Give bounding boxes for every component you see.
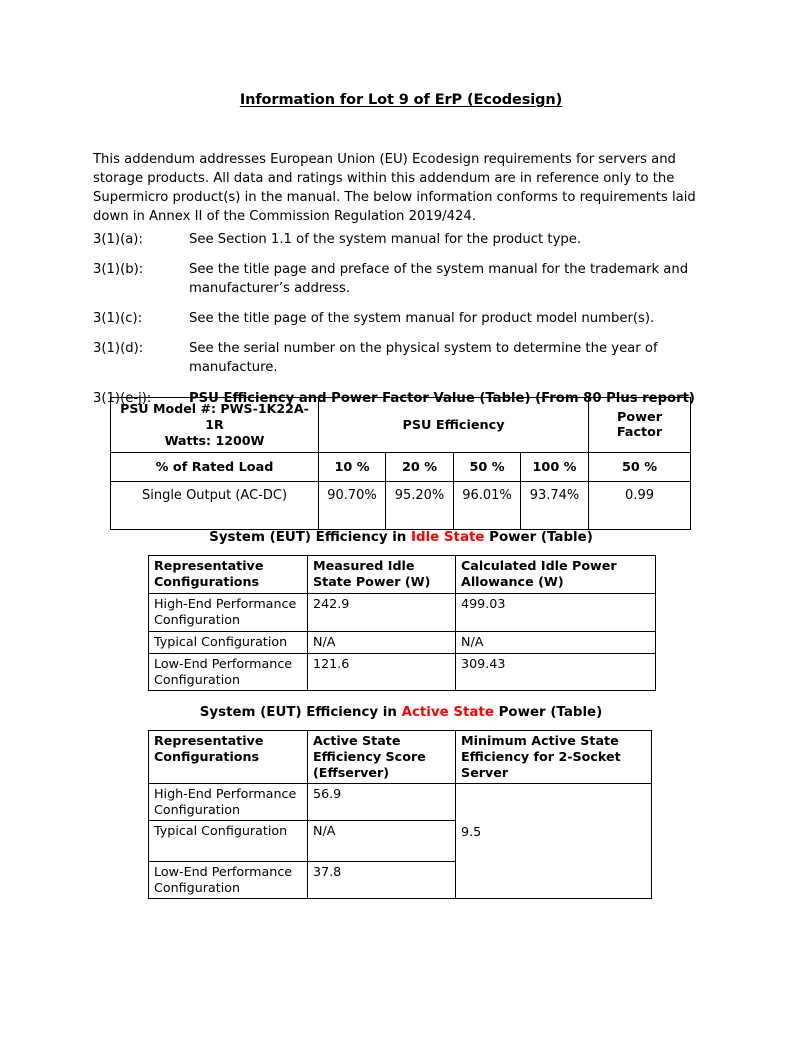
psu-efficiency-table bbox=[110, 397, 691, 530]
table-row bbox=[111, 453, 691, 482]
idle-config-low-end: Low-End Performance Configuration bbox=[149, 654, 308, 691]
table-row bbox=[149, 632, 656, 654]
active-config-high-end: High-End Performance Configuration bbox=[149, 784, 308, 821]
table-row bbox=[111, 398, 691, 453]
active-config-low-end: Low-End Performance Configuration bbox=[149, 862, 308, 899]
clause-item bbox=[93, 260, 707, 298]
clause-key: 3(1)(b): bbox=[93, 262, 144, 278]
clause-text: See the title page and preface of the system manual for the trademark and manufacturer’s address. bbox=[189, 262, 689, 297]
active-state-table-wrapper bbox=[148, 730, 652, 899]
active-header-score: Active State Efficiency Score (Effserver) bbox=[308, 731, 456, 784]
intro-paragraph: This addendum addresses European Union (EU) Ecodesign requirements for servers and storage products. All data and ratings within this addendum are in reference only to the Supermicro product(s) in the manual. The below information conforms to requirements laid down in Annex II of the Commission Regulation 2019/424. bbox=[93, 152, 696, 225]
clause-item bbox=[93, 339, 707, 377]
idle-measured-high-end: 242.9 bbox=[308, 594, 456, 632]
psu-model-label: PSU Model #: PWS-1K22A-1R bbox=[120, 401, 309, 432]
clause-key: 3(1)(e-j): bbox=[93, 390, 152, 406]
idle-measured-low-end: 121.6 bbox=[308, 654, 456, 691]
psu-efficiency-table-wrapper bbox=[110, 397, 691, 530]
idle-heading-highlight: Idle State bbox=[411, 530, 485, 545]
idle-heading-pre: System (EUT) Efficiency in bbox=[209, 530, 412, 545]
active-heading-post: Power (Table) bbox=[493, 705, 603, 720]
idle-header-measured: Measured Idle State Power (W) bbox=[308, 556, 456, 594]
table-header-row bbox=[149, 731, 652, 784]
efficiency-value-20: 95.20% bbox=[386, 482, 454, 530]
active-score-high-end: 56.9 bbox=[308, 784, 456, 821]
active-score-typical: N/A bbox=[308, 821, 456, 862]
table-row bbox=[149, 594, 656, 632]
active-header-config: Representative Configurations bbox=[149, 731, 308, 784]
active-heading-highlight: Active State bbox=[401, 705, 494, 720]
power-factor-header: Power Factor bbox=[589, 398, 691, 453]
efficiency-value-10: 90.70% bbox=[319, 482, 386, 530]
efficiency-value-50: 96.01% bbox=[454, 482, 521, 530]
clause-key: 3(1)(c): bbox=[93, 311, 143, 327]
idle-allowance-typical: N/A bbox=[456, 632, 656, 654]
idle-config-typical: Typical Configuration bbox=[149, 632, 308, 654]
psu-watts-label: Watts: 1200W bbox=[164, 433, 265, 448]
rated-load-label: % of Rated Load bbox=[111, 453, 319, 482]
active-minimum-value: 9.5 bbox=[456, 784, 652, 899]
idle-state-table bbox=[148, 555, 656, 691]
idle-allowance-low-end: 309.43 bbox=[456, 654, 656, 691]
page-title-text: Information for Lot 9 of ErP (Ecodesign) bbox=[239, 92, 563, 108]
idle-config-high-end: High-End Performance Configuration bbox=[149, 594, 308, 632]
efficiency-value-100: 93.74% bbox=[521, 482, 589, 530]
table-row bbox=[149, 654, 656, 691]
idle-header-config: Representative Configurations bbox=[149, 556, 308, 594]
idle-heading-post: Power (Table) bbox=[484, 530, 593, 545]
active-header-minimum: Minimum Active State Efficiency for 2-Socket Server bbox=[456, 731, 652, 784]
active-state-heading bbox=[0, 705, 802, 720]
clause-list bbox=[93, 230, 707, 419]
clause-item bbox=[93, 309, 707, 328]
active-heading-pre: System (EUT) Efficiency in bbox=[199, 705, 402, 720]
idle-state-heading bbox=[0, 530, 802, 545]
psu-model-cell bbox=[111, 398, 319, 453]
table-row bbox=[111, 482, 691, 530]
clause-text: See Section 1.1 of the system manual for the product type. bbox=[189, 232, 582, 247]
active-config-typical: Typical Configuration bbox=[149, 821, 308, 862]
clause-key: 3(1)(d): bbox=[93, 341, 144, 357]
table-row bbox=[149, 784, 652, 821]
load-point-10: 10 % bbox=[319, 453, 386, 482]
psu-efficiency-header: PSU Efficiency bbox=[319, 398, 589, 453]
psu-row-label: Single Output (AC-DC) bbox=[111, 482, 319, 530]
load-point-20: 20 % bbox=[386, 453, 454, 482]
active-state-table bbox=[148, 730, 652, 899]
clause-item bbox=[93, 230, 707, 249]
active-score-low-end: 37.8 bbox=[308, 862, 456, 899]
load-point-100: 100 % bbox=[521, 453, 589, 482]
power-factor-load: 50 % bbox=[589, 453, 691, 482]
idle-header-allowance: Calculated Idle Power Allowance (W) bbox=[456, 556, 656, 594]
load-point-50: 50 % bbox=[454, 453, 521, 482]
clause-key: 3(1)(a): bbox=[93, 232, 143, 247]
power-factor-value: 0.99 bbox=[589, 482, 691, 530]
idle-state-table-wrapper bbox=[148, 555, 656, 691]
clause-text: See the title page of the system manual for product model number(s). bbox=[189, 311, 655, 327]
page-title bbox=[0, 92, 802, 108]
clause-text: See the serial number on the physical system to determine the year of manufacture. bbox=[189, 341, 658, 376]
idle-measured-typical: N/A bbox=[308, 632, 456, 654]
idle-allowance-high-end: 499.03 bbox=[456, 594, 656, 632]
clause-text: PSU Efficiency and Power Factor Value (Table) (From 80 Plus report) bbox=[189, 390, 695, 406]
table-header-row bbox=[149, 556, 656, 594]
